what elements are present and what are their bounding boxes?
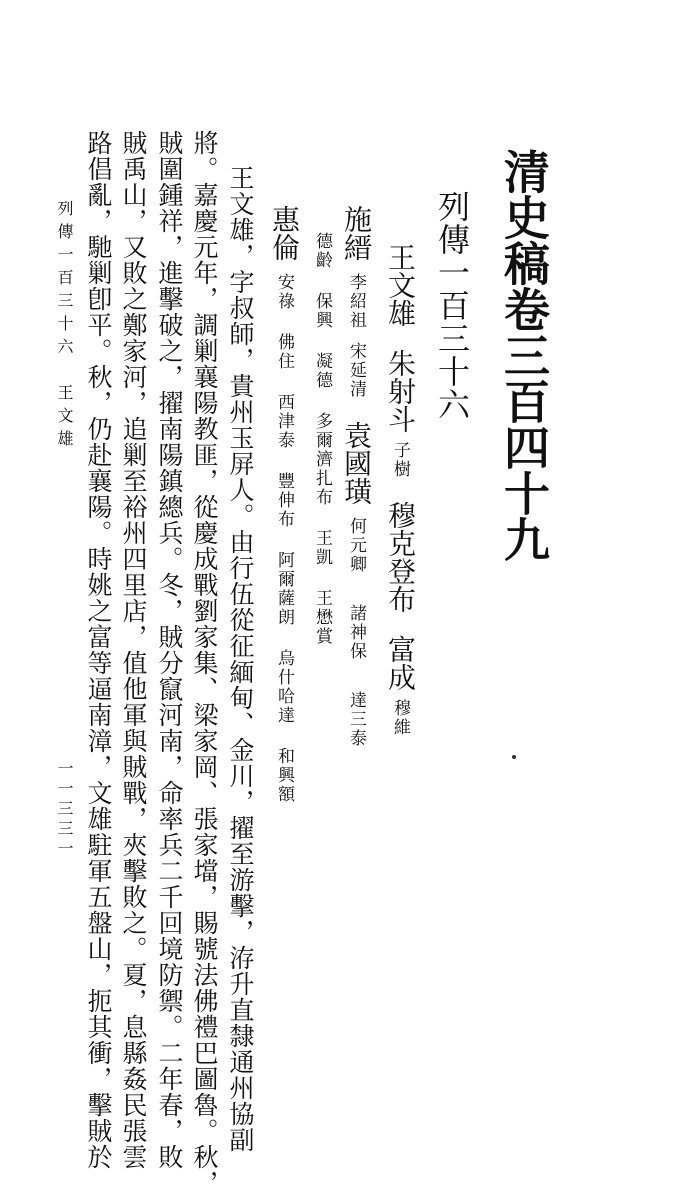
body-line-2: 將。嘉慶元年，調剿襄陽教匪，從慶成戰劉家集、梁家岡、張家壋，賜號法佛禮巴圖魯。秋， (190, 130, 219, 1196)
appended-name: 保興 (312, 292, 332, 330)
person-name: 惠倫 (268, 205, 301, 261)
biography-heading: 列傳一百三十六 (433, 190, 471, 421)
appended-name: 烏什哈達 (274, 649, 294, 725)
appended-name: 安祿 (274, 273, 294, 311)
appended-name: 子樹 (390, 441, 410, 479)
person-name: 袁國璜 (340, 421, 373, 505)
person-name: 富成 (384, 635, 417, 691)
person-name: 王文雄 (384, 243, 417, 327)
appended-name: 諸神保 (346, 604, 366, 661)
margin-header: 列傳一百三十六 王文雄 (55, 200, 74, 453)
body-line-3: 賊圍鍾祥，進擊破之，擢南陽鎮總兵。冬，賊分竄河南，命率兵二千回境防禦。二年春，敗 (155, 130, 184, 1170)
appended-name: 佛住 (274, 333, 294, 371)
person-name: 朱射斗 (384, 349, 417, 433)
person-name: 施縉 (340, 205, 373, 261)
appended-name: 豐伸布 (274, 472, 294, 529)
body-line-1: 王文雄，字叔師，貴州玉屏人。由行伍從征緬甸、金川，擢至游擊，洊升直隸通州協副 (226, 165, 255, 1153)
appended-name: 德齡 (312, 232, 332, 270)
appended-name: 王凱 (312, 529, 332, 567)
body-line-4: 賊禹山，又敗之鄭家河，追剿至裕州四里店，值他軍與賊戰，夾擊敗之。夏，息縣姦民張雲 (119, 130, 148, 1170)
appended-name: 和興額 (274, 747, 294, 804)
person-name: 穆克登布 (384, 501, 417, 613)
appended-name: 宋延清 (346, 342, 366, 399)
name-list-column-1 (384, 243, 417, 737)
page-number: 一一三三一 (55, 760, 74, 860)
name-list-column-3 (313, 232, 330, 646)
appended-name: 穆維 (390, 699, 410, 737)
appended-name: 凝德 (312, 352, 332, 390)
name-list-column-2 (340, 205, 373, 748)
ink-dot (512, 755, 516, 759)
body-line-5: 路倡亂，馳剿卽平。秋，仍赴襄陽。時姚之富等逼南漳，文雄駐軍五盤山，扼其衝，擊賊於 (84, 130, 113, 1170)
appended-name: 達三泰 (346, 691, 366, 748)
appended-name: 阿爾薩朗 (274, 551, 294, 627)
appended-name: 何元卿 (346, 517, 366, 574)
appended-name: 王懋賞 (312, 589, 332, 646)
appended-name: 多爾濟扎布 (312, 412, 332, 507)
chapter-title: 清史稿卷三百四十九 (497, 148, 551, 562)
appended-name: 李紹祖 (346, 273, 366, 330)
appended-name: 西津泰 (274, 393, 294, 450)
name-list-column-4 (268, 205, 301, 804)
